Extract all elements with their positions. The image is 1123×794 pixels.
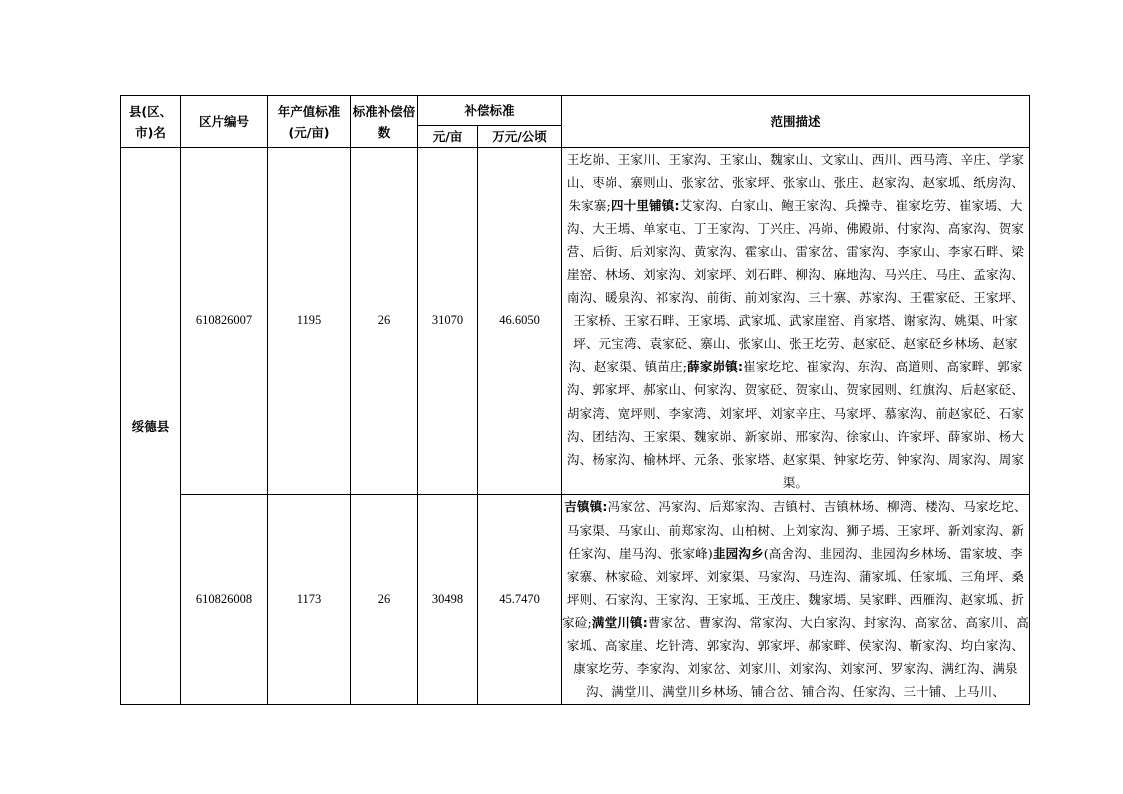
place-list: 冯家岔、冯家沟、后郑家沟、吉镇村、吉镇林场、柳湾、楼沟、马家圪坨、马家渠、马家山、前郑家沟、山柏树、上刘家沟、狮子墕、王家坪、新刘家沟、新任家沟、崖马沟、张家峰) (566, 499, 1027, 561)
scope-description (562, 494, 1030, 704)
document-page (120, 95, 1030, 705)
town-name: 四十里铺镇: (610, 198, 680, 214)
header-multiplier: 标准补偿倍数 (351, 96, 418, 148)
compensation-table (120, 95, 1030, 705)
area-code: 610826007 (181, 148, 268, 495)
town-name: 韭园沟乡 (712, 545, 764, 561)
wan-per-ha: 45.7470 (478, 494, 562, 704)
header-county: 县(区、市)名 (121, 96, 181, 148)
multiplier: 26 (351, 148, 418, 495)
header-wan-per-ha: 万元/公顷 (478, 126, 562, 148)
table-row (121, 148, 1030, 495)
header-area-code: 区片编号 (181, 96, 268, 148)
place-list: 曹家岔、曹家沟、常家沟、大白家沟、封家沟、高家岔、高家川、高家坬、高家崖、圪针湾、郭家沟、郭家坪、郝家畔、侯家沟、靳家沟、均白家沟、康家圪劳、李家沟、刘家岔、刘家川、刘家沟、刘家河、罗家沟、满红沟、满泉沟、满堂川、满堂川乡林场、铺合岔、铺合沟、任家沟、三十铺、上马川、 (566, 614, 1029, 699)
county-name: 绥德县 (121, 148, 181, 705)
multiplier: 26 (351, 494, 418, 704)
area-code: 610826008 (181, 494, 268, 704)
town-name: 满堂川镇: (591, 614, 648, 630)
annual-output: 1195 (268, 148, 351, 495)
scope-description (562, 148, 1030, 495)
place-list: (高舍沟、韭园沟、韭园沟乡林场、雷家坡、李家寨、林家硷、刘家坪、刘家渠、马家沟、马连沟、蒲家坬、任家坬、三角坪、桑坪则、石家沟、王家沟、王家坬、王茂庄、魏家墕、吴家畔、西雁沟、赵家坬、折家硷; (562, 545, 1025, 630)
header-annual-output: 年产值标准(元/亩) (268, 96, 351, 148)
yuan-per-mu: 30498 (418, 494, 478, 704)
place-list: 艾家沟、白家山、鲍王家沟、兵操寺、崔家圪劳、崔家墕、大沟、大王墕、单家屯、丁王家沟、丁兴庄、冯峁、佛殿峁、付家沟、高家沟、贺家营、后街、后刘家沟、黄家沟、霍家山、雷家岔、雷家沟、李家山、李家石畔、梁崖窑、林场、刘家沟、刘家坪、刘石畔、柳沟、麻地沟、马兴庄、马庄、孟家沟、南沟、暖泉沟、祁家沟、前街、前刘家沟、三十寨、苏家沟、王霍家砭、王家坪、王家桥、王家石畔、王家墕、武家坬、武家崖窑、肖家塔、谢家沟、姚渠、叶家坪、元宝湾、袁家砭、寨山、张家山、张王圪劳、赵家砭、赵家砭乡林场、赵家沟、赵家渠、镇苗庄; (566, 198, 1025, 375)
place-list: 王圪峁、王家川、王家沟、王家山、魏家山、文家山、西川、西马湾、辛庄、学家山、枣峁、寨则山、张家岔、张家坪、张家山、张庄、赵家沟、赵家坬、纸房沟、朱家寨; (566, 152, 1025, 214)
table-row (121, 494, 1030, 704)
annual-output: 1173 (268, 494, 351, 704)
header-scope: 范围描述 (562, 96, 1030, 148)
place-list: 崔家圪坨、崔家沟、东沟、高道则、高家畔、郭家沟、郭家坪、郝家山、何家沟、贺家砭、贺家山、贺家园则、红旗沟、后赵家砭、胡家湾、宽坪则、李家湾、刘家坪、刘家辛庄、马家坪、慕家沟、前赵家砭、石家沟、团结沟、王家渠、魏家峁、新家峁、邢家沟、徐家山、许家坪、薛家峁、杨大沟、杨家沟、榆林坪、元条、张家塔、赵家渠、钟家圪劳、钟家沟、周家沟、周家渠。 (566, 359, 1025, 490)
town-name: 吉镇镇: (564, 499, 608, 515)
town-name: 薛家峁镇: (687, 359, 744, 375)
wan-per-ha: 46.6050 (478, 148, 562, 495)
yuan-per-mu: 31070 (418, 148, 478, 495)
header-compensation: 补偿标准 (418, 96, 562, 126)
header-yuan-per-mu: 元/亩 (418, 126, 478, 148)
